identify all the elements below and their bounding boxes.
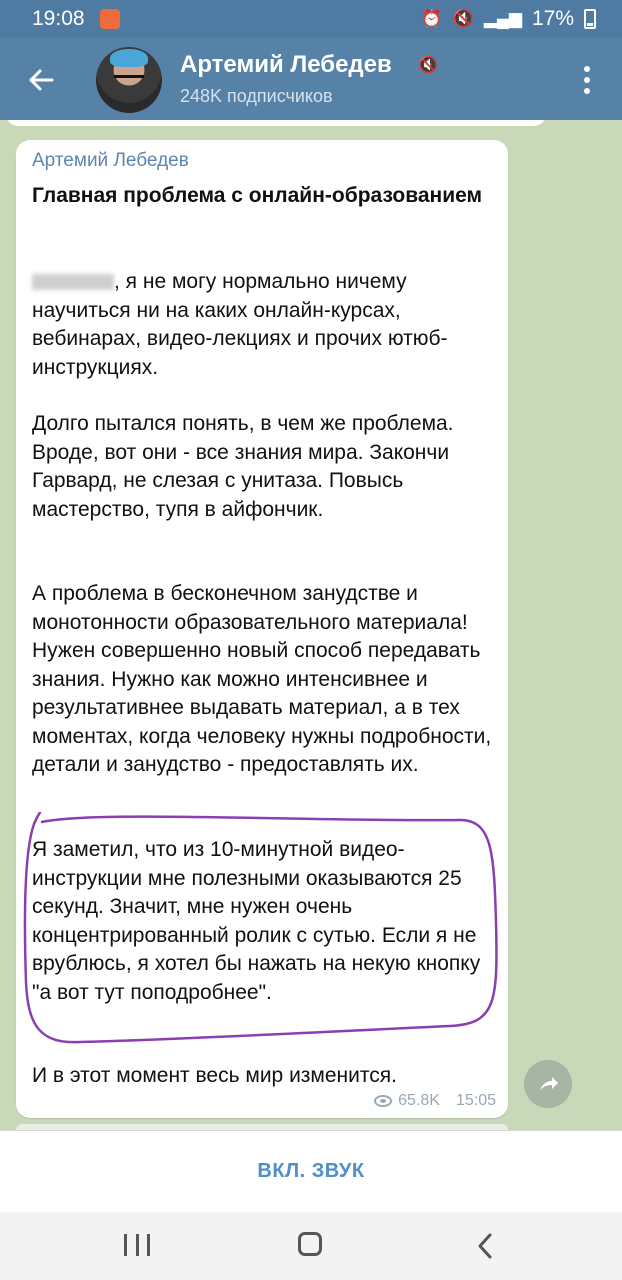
arrow-left-icon <box>20 58 64 102</box>
channel-title[interactable]: Артемий Лебедев <box>180 51 392 78</box>
chat-area[interactable] <box>0 120 622 1130</box>
unmute-button[interactable]: ВКЛ. ЗВУК <box>257 1160 365 1182</box>
dot-icon <box>584 88 590 94</box>
system-navigation-bar <box>0 1212 622 1280</box>
app-notification-icon <box>100 9 120 29</box>
unmute-bar[interactable] <box>0 1130 622 1212</box>
signal-icon: ▂▄▆ <box>483 9 522 28</box>
status-icons <box>421 7 596 31</box>
status-time: 19:08 <box>32 7 85 30</box>
message-paragraph: И в этот момент весь мир изменится. <box>32 1064 397 1087</box>
subscriber-count: 248K подписчиков <box>180 86 333 106</box>
status-bar <box>0 0 622 38</box>
channel-avatar[interactable] <box>96 47 162 113</box>
message-meta <box>374 1092 496 1110</box>
message-author[interactable]: Артемий Лебедев <box>32 150 189 171</box>
message-time: 15:05 <box>455 1092 496 1109</box>
alarm-icon: ⏰ <box>421 9 443 28</box>
message-paragraph: Долго пытался понять, в чем же проблема. Вроде, вот они - все знания мира. Закончи Гарвард, не слезая с унитаза. Повысь мастерство, тупя в айфончик. <box>32 412 454 521</box>
back-nav-icon[interactable] <box>476 1232 494 1260</box>
eye-icon <box>374 1095 392 1107</box>
message-paragraph-highlighted: Я заметил, что из 10-минутной видео-инструкции мне полезными оказываются 25 секунд. Значит, мне нужен очень концентрированный ролик с сутью. Если я не врублюсь, я хотел бы нажать на некую кнопку "а вот тут поподробнее". <box>32 838 481 1004</box>
home-button[interactable] <box>298 1232 322 1256</box>
more-menu-button[interactable] <box>574 58 600 102</box>
battery-icon <box>584 9 596 29</box>
battery-level: 17% <box>531 7 574 30</box>
back-button[interactable] <box>20 58 64 102</box>
message-paragraph: А проблема в бесконечном занудстве и монотонности образовательного материала! Нужен совершенно новый способ передавать знания. Нужно как можно интенсивнее и результативнее выдавать материал, а в тех моментах, когда человеку нужны подробности, детали и занудство - предоставлять их. <box>32 582 492 776</box>
message-paragraph: , я не могу нормально ничему научиться ни на каких онлайн-курсах, вебинарах, видео-лекциях и прочих ютюб-инструкциях. <box>32 270 448 379</box>
message-title: Главная проблема с онлайн-образованием <box>32 184 483 207</box>
share-arrow-icon <box>536 1072 560 1096</box>
redacted-text <box>32 274 114 290</box>
dot-icon <box>584 66 590 72</box>
dot-icon <box>584 77 590 83</box>
mute-icon: 🔇 <box>452 9 474 28</box>
view-count: 65.8K <box>398 1092 440 1109</box>
previous-message <box>6 120 546 126</box>
muted-speaker-icon: 🔇 <box>418 57 438 74</box>
message-bubble[interactable] <box>16 140 508 1118</box>
share-button[interactable] <box>524 1060 572 1108</box>
channel-header <box>0 38 622 120</box>
recent-apps-button[interactable] <box>124 1234 150 1258</box>
